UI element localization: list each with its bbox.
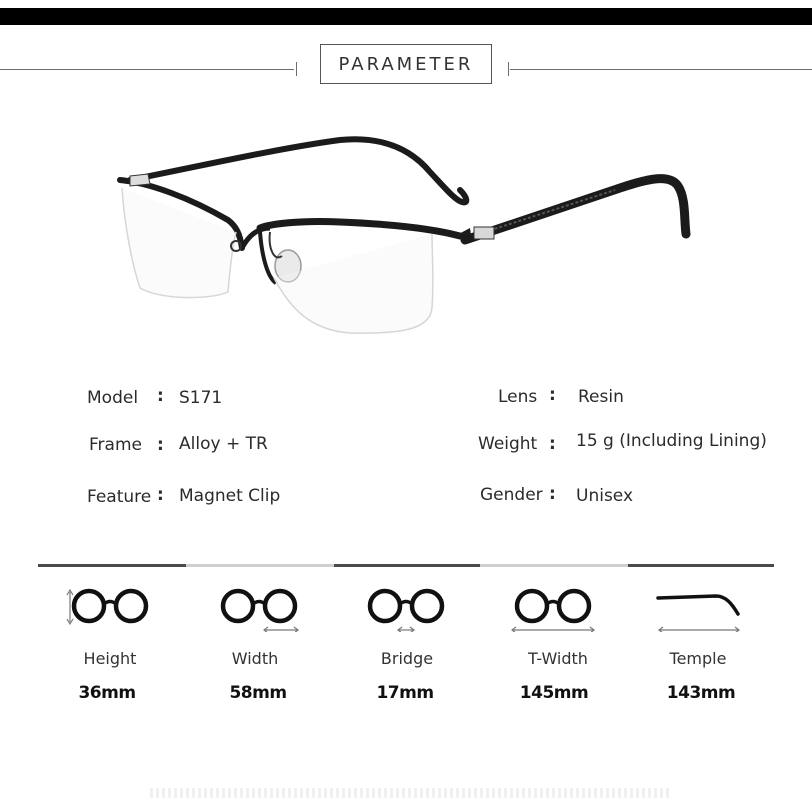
divider-segment xyxy=(38,564,186,567)
spec-feature-label: Feature xyxy=(87,487,152,507)
divider-segment xyxy=(480,564,628,567)
bottom-faded-edge xyxy=(150,788,670,798)
spec-frame-label: Frame xyxy=(89,435,142,455)
bridge-width-icon xyxy=(360,584,452,632)
lens-width-icon xyxy=(213,584,305,632)
spec-weight-label: Weight xyxy=(478,434,538,454)
dimension-label-bridge: Bridge xyxy=(380,649,434,668)
page-title xyxy=(320,44,492,84)
total-width-icon xyxy=(507,584,599,632)
top-black-bar xyxy=(0,8,812,25)
header-rule-left xyxy=(0,69,294,70)
spec-lens-label: Lens xyxy=(498,387,538,407)
eyeglasses-product-image xyxy=(110,128,700,343)
dimension-label-height: Height xyxy=(83,649,137,668)
dimension-value-t-width: 145mm xyxy=(519,683,589,703)
dimension-label-temple: Temple xyxy=(669,649,727,668)
divider-segment xyxy=(186,564,334,567)
divider-segment xyxy=(334,564,480,567)
dimension-label-width: Width xyxy=(231,649,279,668)
spec-feature-value: Magnet Clip xyxy=(179,486,281,506)
spec-model-colon: : xyxy=(157,386,164,406)
dimension-label-t-width: T-Width xyxy=(528,649,588,668)
header-tick-left xyxy=(296,62,297,76)
spec-model-value: S171 xyxy=(179,388,223,408)
spec-feature-colon: : xyxy=(157,485,164,505)
spec-lens-value: Resin xyxy=(578,387,624,407)
spec-frame-value: Alloy + TR xyxy=(179,434,268,454)
spec-model-label: Model xyxy=(87,388,139,408)
page-title-text: PARAMETER xyxy=(338,53,474,75)
spec-frame-colon: : xyxy=(157,435,164,455)
dimension-value-temple: 143mm xyxy=(666,683,736,703)
spec-gender-value: Unisex xyxy=(576,486,634,506)
spec-gender-colon: : xyxy=(549,484,556,504)
dimension-value-width: 58mm xyxy=(229,683,287,703)
lens-height-icon xyxy=(64,584,156,632)
header-rule-right xyxy=(510,69,812,70)
dimension-value-height: 36mm xyxy=(78,683,136,703)
temple-length-icon xyxy=(652,584,744,632)
header-tick-right xyxy=(508,62,509,76)
spec-weight-colon: : xyxy=(549,434,556,454)
spec-gender-label: Gender xyxy=(480,485,543,505)
dimension-value-bridge: 17mm xyxy=(376,683,434,703)
divider-segment xyxy=(628,564,774,567)
spec-weight-value: 15 g (Including Lining) xyxy=(576,431,767,451)
spec-lens-colon: : xyxy=(549,385,556,405)
